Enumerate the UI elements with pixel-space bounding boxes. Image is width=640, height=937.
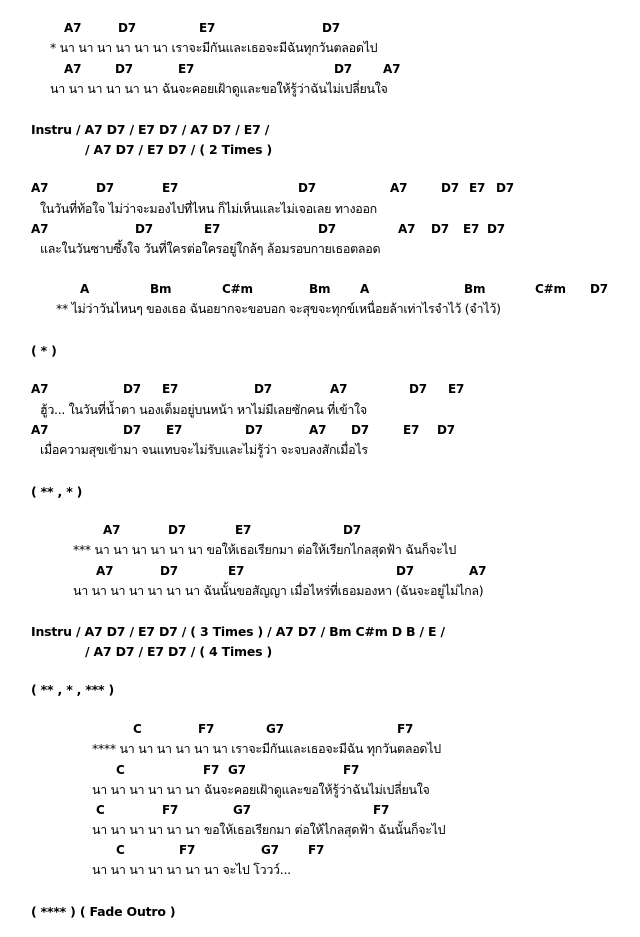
chord: D7 <box>115 62 133 76</box>
lyric-text: เมื่อความสุขเข้ามา จนแทบจะไม่รับและไม่รู้ว่า จะจบลงสักเมื่อไร <box>40 442 368 457</box>
chord: E7 <box>162 382 179 396</box>
lyric-text: นา นา นา นา นา นา ฉันจะคอยเฝ้าดูและขอให้รู้ว่าฉันไม่เปลี่ยนใจ <box>50 81 388 96</box>
lyric-text: นา นา นา นา นา นา นา ฉันนั้นขอสัญญา เมื่อไหร่ที่เธอมองหา (ฉันจะอยู่ไม่ไกล) <box>73 583 484 598</box>
lyric-text: * นา นา นา นา นา นา เราจะมีกันและเธอจะมีฉันทุกวันตลอดไป <box>50 40 378 55</box>
chord: C#m <box>222 282 253 296</box>
chord: G7 <box>228 763 246 777</box>
chord: A7 <box>309 423 327 437</box>
chord: A7 <box>64 21 82 35</box>
chord: C <box>116 843 125 857</box>
chord: G7 <box>233 803 251 817</box>
chord: C#m <box>535 282 566 296</box>
lyric-text: *** นา นา นา นา นา นา ขอให้เธอเรียกมา ต่อให้เรียกไกลสุดฟ้า ฉันก็จะไป <box>73 542 457 557</box>
chord: A <box>80 282 90 296</box>
lyric-text: และในวันซาบซึ้งใจ วันที่ใครต่อใครอยู่ใกล้ๆ ล้อมรอบกายเธอตลอด <box>40 241 381 256</box>
chord: D7 <box>160 564 178 578</box>
chord: D7 <box>437 423 455 437</box>
chord: Bm <box>309 282 331 296</box>
lyric-text: นา นา นา นา นา นา ขอให้เธอเรียกมา ต่อให้ไกลสุดฟ้า ฉันนั้นก็จะไป <box>92 822 446 837</box>
chord: F7 <box>343 763 360 777</box>
chord: D7 <box>254 382 272 396</box>
chord: D7 <box>409 382 427 396</box>
chord: E7 <box>199 21 216 35</box>
chord: F7 <box>373 803 390 817</box>
chord: A7 <box>390 181 408 195</box>
chord: E7 <box>162 181 179 195</box>
lyric-text: ในวันที่ท้อใจ ไม่ว่าจะมองไปที่ไหน ก็ไม่เห็นและไม่เจอเลย ทางออก <box>40 201 377 216</box>
chord: A7 <box>64 62 82 76</box>
chord: E7 <box>235 523 252 537</box>
chord: F7 <box>203 763 220 777</box>
chord: A7 <box>31 181 49 195</box>
lyric-text: ฮู้ว... ในวันที่น้ำตา นองเต็มอยู่บนหน้า หาไม่มีเลยซักคน ที่เข้าใจ <box>40 402 367 417</box>
repeat-text: ( ** , * , *** ) <box>31 682 115 697</box>
chord: A7 <box>383 62 401 76</box>
chord: D7 <box>590 282 608 296</box>
chord: C <box>133 722 142 736</box>
chord: D7 <box>298 181 316 195</box>
instrumental-text: / A7 D7 / E7 D7 / ( 4 Times ) <box>85 644 273 659</box>
chord: C <box>96 803 105 817</box>
chord: D7 <box>168 523 186 537</box>
chord: A7 <box>103 523 121 537</box>
chord: E7 <box>463 222 480 236</box>
chord: E7 <box>178 62 195 76</box>
chord: D7 <box>123 382 141 396</box>
repeat-text: ( ** , * ) <box>31 484 83 499</box>
lyric-text: นา นา นา นา นา นา ฉันจะคอยเฝ้าดูและขอให้รู้ว่าฉันไม่เปลี่ยนใจ <box>92 782 430 797</box>
chord: D7 <box>441 181 459 195</box>
chord: D7 <box>118 21 136 35</box>
chord: C <box>116 763 125 777</box>
chord: D7 <box>322 21 340 35</box>
chord: D7 <box>487 222 505 236</box>
chord: F7 <box>162 803 179 817</box>
chord: E7 <box>403 423 420 437</box>
chord: Bm <box>464 282 486 296</box>
chord: F7 <box>198 722 215 736</box>
chord: A7 <box>469 564 487 578</box>
chord: Bm <box>150 282 172 296</box>
chord: G7 <box>266 722 284 736</box>
instrumental-text: Instru / A7 D7 / E7 D7 / ( 3 Times ) / A7 D7 / Bm C#m D B / E / <box>31 624 445 639</box>
instrumental-text: Instru / A7 D7 / E7 D7 / A7 D7 / E7 / <box>31 122 270 137</box>
lyric-text: นา นา นา นา นา นา นา จะไป โววว์... <box>92 862 291 877</box>
chord: F7 <box>308 843 325 857</box>
chord: D7 <box>318 222 336 236</box>
chord: D7 <box>496 181 514 195</box>
chord: E7 <box>448 382 465 396</box>
chord: A7 <box>31 222 49 236</box>
chord: D7 <box>123 423 141 437</box>
repeat-text: ( * ) <box>31 343 57 358</box>
chord: D7 <box>343 523 361 537</box>
chord: A7 <box>31 382 49 396</box>
chord: D7 <box>431 222 449 236</box>
lyric-text: ** ไม่ว่าวันไหนๆ ของเธอ ฉันอยากจะขอบอก จะสุขจะทุกข์เหนื่อยล้าเท่าไรจำไว้ (จำไว้) <box>56 301 501 316</box>
chord: F7 <box>179 843 196 857</box>
chord: F7 <box>397 722 414 736</box>
chord: E7 <box>166 423 183 437</box>
chord: D7 <box>96 181 114 195</box>
chord: D7 <box>351 423 369 437</box>
chord: A7 <box>96 564 114 578</box>
chord: D7 <box>396 564 414 578</box>
chord: A7 <box>31 423 49 437</box>
chord: E7 <box>469 181 486 195</box>
chord: A <box>360 282 370 296</box>
ending-text: ( **** ) ( Fade Outro ) <box>31 904 176 919</box>
instrumental-text: / A7 D7 / E7 D7 / ( 2 Times ) <box>85 142 273 157</box>
chord: A7 <box>330 382 348 396</box>
chord: E7 <box>228 564 245 578</box>
chord: G7 <box>261 843 279 857</box>
chord: D7 <box>245 423 263 437</box>
lyric-text: **** นา นา นา นา นา นา เราจะมีกันและเธอจะมีฉัน ทุกวันตลอดไป <box>92 741 441 756</box>
chord: D7 <box>334 62 352 76</box>
chord: A7 <box>398 222 416 236</box>
chord: D7 <box>135 222 153 236</box>
chord: E7 <box>204 222 221 236</box>
